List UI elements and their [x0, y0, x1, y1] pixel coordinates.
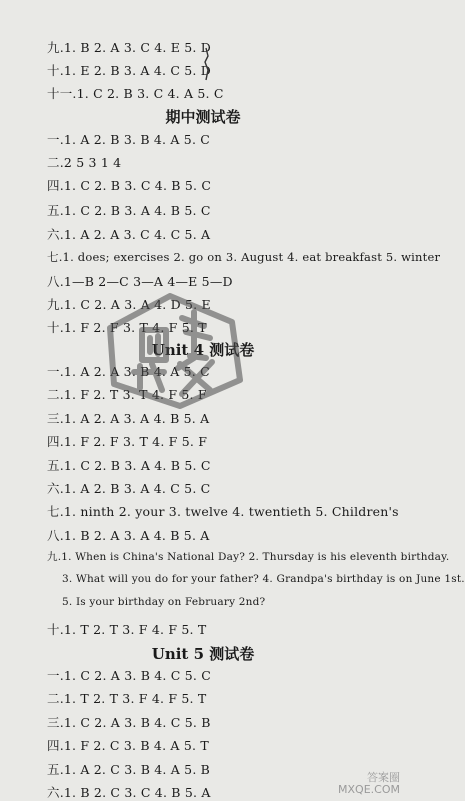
answer-line: 九.1. C 2. A 3. A 4. D 5. E [47, 297, 211, 312]
answer-line: 二.1. F 2. T 3. T 4. F 5. F [47, 387, 207, 402]
answer-line: 五.1. C 2. B 3. A 4. B 5. C [47, 203, 211, 218]
section-heading-unit5: Unit 5 测试卷 [151, 645, 255, 663]
answer-line: 四.1. F 2. F 3. T 4. F 5. F [47, 434, 208, 449]
answer-line: 五.1. A 2. C 3. B 4. A 5. B [47, 762, 211, 777]
answer-line: 二.1. T 2. T 3. F 4. F 5. T [47, 691, 207, 706]
answer-line: 八.1—B 2—C 3—A 4—E 5—D [47, 274, 233, 289]
answer-line: 六.1. A 2. A 3. C 4. C 5. A [47, 227, 211, 242]
answer-line: 5. Is your birthday on February 2nd? [62, 596, 266, 608]
section-heading-unit4: Unit 4 测试卷 [151, 341, 255, 359]
seal-stamp-icon [90, 288, 250, 413]
watermark-line: 答案圈 [367, 771, 400, 784]
margin-mark-icon [200, 46, 212, 82]
answer-line: 七.1. does; exercises 2. go on 3. August 4. eat breakfast 5. winter [47, 250, 441, 264]
answer-line: 十.1. E 2. B 3. A 4. C 5. D [47, 63, 211, 78]
watermark-line: MXQE.COM [338, 783, 400, 796]
answer-line: 九.1. When is China's National Day? 2. Thursday is his eleventh birthday. [47, 551, 450, 563]
answer-line: 六.1. A 2. B 3. A 4. C 5. C [47, 481, 211, 496]
corner-watermark [338, 772, 400, 796]
answer-line: 一.1. A 2. A 3. B 4. A 5. C [47, 364, 210, 379]
answer-line: 十.1. T 2. T 3. F 4. F 5. T [47, 622, 207, 637]
answer-line: 三.1. C 2. A 3. B 4. C 5. B [47, 715, 211, 730]
answer-line: 一.1. C 2. A 3. B 4. C 5. C [47, 668, 211, 683]
answer-line: 五.1. C 2. B 3. A 4. B 5. C [47, 458, 211, 473]
answer-line: 十一.1. C 2. B 3. C 4. A 5. C [47, 86, 224, 101]
answer-line: 二.2 5 3 1 4 [47, 155, 122, 170]
answer-line: 九.1. B 2. A 3. C 4. E 5. D [47, 40, 211, 55]
answer-line: 十.1. F 2. F 3. T 4. F 5. T [47, 320, 207, 335]
answer-line: 一.1. A 2. B 3. B 4. A 5. C [47, 132, 211, 147]
answer-line: 四.1. F 2. C 3. B 4. A 5. T [47, 738, 209, 753]
section-heading-midterm: 期中测试卷 [165, 108, 241, 126]
answer-line: 八.1. B 2. A 3. A 4. B 5. A [47, 528, 210, 543]
answer-line: 三.1. A 2. A 3. A 4. B 5. A [47, 411, 210, 426]
answer-line: 六.1. B 2. C 3. C 4. B 5. A [47, 785, 211, 800]
answer-line: 3. What will you do for your father? 4. Grandpa's birthday is on June 1st. [62, 573, 465, 585]
answer-line: 四.1. C 2. B 3. C 4. B 5. C [47, 178, 212, 193]
answer-line: 七.1. ninth 2. your 3. twelve 4. twentieth 5. Children's [47, 504, 399, 519]
